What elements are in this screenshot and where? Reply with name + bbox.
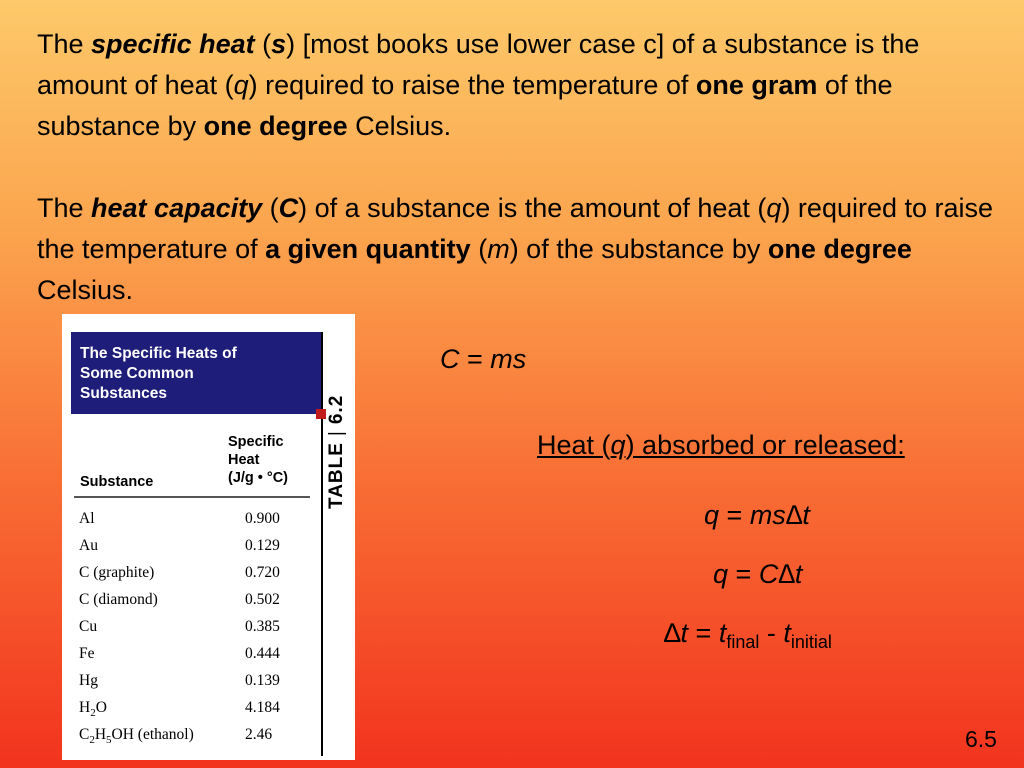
table-row — [79, 699, 309, 726]
column-header-line: Specific — [228, 434, 284, 450]
text: The — [37, 29, 92, 59]
subscript-final: final — [726, 632, 760, 652]
equals: = — [459, 344, 491, 374]
column-header-line: Heat — [228, 452, 260, 468]
symbol-C: C — [278, 193, 299, 223]
table-label: TABLE — [326, 442, 347, 509]
table-row — [79, 537, 309, 564]
table-side-label — [326, 329, 348, 509]
delta-symbol: ∆ — [664, 618, 681, 648]
substance-cell: Al — [79, 510, 95, 527]
table-marker — [316, 409, 326, 419]
formula-delta-t — [664, 618, 832, 653]
symbol: q — [713, 559, 729, 589]
specific-heat-cell: 4.184 — [245, 699, 280, 716]
text: ) absorbed or released: — [625, 430, 905, 460]
slide-number: 6.5 — [965, 726, 997, 752]
text: of the substance by — [37, 70, 893, 141]
emphasis-given-quantity: a given quantity — [265, 234, 471, 264]
text: ( — [254, 29, 272, 59]
substance-cell: Au — [79, 537, 98, 554]
emphasis-one-gram: one gram — [695, 70, 818, 100]
emphasis-one-degree: one degree — [203, 111, 348, 141]
text: ) of a substance is the amount of heat ( — [298, 193, 767, 223]
specific-heat-cell: 0.129 — [245, 537, 280, 554]
formula-q-C-dt — [713, 559, 802, 590]
symbol-m: m — [487, 234, 510, 264]
symbol-s: s — [271, 29, 287, 59]
symbol-q: q — [766, 193, 782, 223]
symbol: t — [718, 618, 727, 648]
delta-symbol: ∆ — [778, 559, 795, 589]
symbol-q: q — [233, 70, 249, 100]
subscript-initial: initial — [790, 632, 832, 652]
table-title — [71, 332, 321, 414]
emphasis-one-degree: one degree — [767, 234, 912, 264]
equals: = — [728, 559, 759, 589]
minus: - — [759, 618, 784, 648]
specific-heat-cell: 0.139 — [245, 672, 280, 689]
symbol: t — [802, 500, 810, 530]
substance-cell: C (diamond) — [79, 591, 158, 608]
text: Celsius. — [347, 111, 452, 141]
specific-heat-cell: 0.900 — [245, 510, 280, 527]
specific-heat-cell: 0.385 — [245, 618, 280, 635]
symbol: C — [758, 559, 779, 589]
table-title-line: Substances — [80, 385, 168, 402]
column-header-specific-heat — [228, 433, 288, 487]
column-header-line: (J/g • °C) — [228, 470, 289, 486]
text: The — [37, 193, 92, 223]
specific-heat-cell: 0.502 — [245, 591, 280, 608]
text: Celsius. — [37, 275, 134, 305]
delta-symbol: ∆ — [785, 500, 803, 530]
substance-cell: Fe — [79, 645, 95, 662]
symbol: t — [794, 559, 803, 589]
term-heat-capacity: heat capacity — [91, 193, 263, 223]
table-row — [79, 591, 309, 618]
specific-heat-cell: 0.720 — [245, 564, 280, 581]
formula-heat-capacity — [440, 344, 526, 375]
table-title-line: The Specific Heats of — [80, 345, 237, 362]
substance-cell: $H_2O$ — [79, 699, 107, 720]
term-specific-heat: specific heat — [91, 29, 255, 59]
substance-cell: $C_2H_5OH$ (ethanol) — [79, 726, 194, 747]
header-rule — [74, 496, 310, 498]
text: ) required to raise the temperature of — [37, 193, 994, 264]
formula-q-ms-dt — [704, 500, 810, 531]
symbol: q — [704, 500, 720, 530]
symbol: ms — [490, 344, 527, 374]
text: ( — [262, 193, 279, 223]
heat-capacity-definition — [37, 188, 997, 311]
separator: | — [326, 430, 347, 437]
substance-cell: Hg — [79, 672, 98, 689]
table-body — [79, 510, 309, 753]
symbol: t — [680, 618, 689, 648]
heat-subtitle — [537, 430, 905, 461]
symbol: t — [783, 618, 791, 648]
symbol-q: q — [610, 430, 626, 460]
table-title-line: Some Common — [80, 365, 194, 382]
text: Heat ( — [537, 430, 611, 460]
specific-heat-definition — [37, 24, 997, 147]
specific-heat-cell: 2.46 — [245, 726, 273, 743]
specific-heat-cell: 0.444 — [245, 645, 280, 662]
column-header-substance: Substance — [80, 474, 154, 490]
table-row — [79, 726, 309, 753]
table-row — [79, 672, 309, 699]
text: ) [most books use lower case c] of a substance is the amount of heat ( — [37, 29, 920, 100]
specific-heats-table — [62, 314, 355, 760]
table-row — [79, 645, 309, 672]
table-divider — [321, 332, 323, 756]
equals: = — [719, 500, 750, 530]
table-row — [79, 618, 309, 645]
table-number: 6.2 — [326, 394, 347, 425]
text: ) required to raise the temperature of — [248, 70, 696, 100]
symbol: ms — [749, 500, 786, 530]
equals: = — [688, 618, 719, 648]
text: ( — [470, 234, 488, 264]
substance-cell: C (graphite) — [79, 564, 155, 581]
substance-cell: Cu — [79, 618, 98, 635]
table-row — [79, 564, 309, 591]
table-row — [79, 510, 309, 537]
text: ) of the substance by — [509, 234, 768, 264]
symbol: C — [440, 344, 460, 374]
